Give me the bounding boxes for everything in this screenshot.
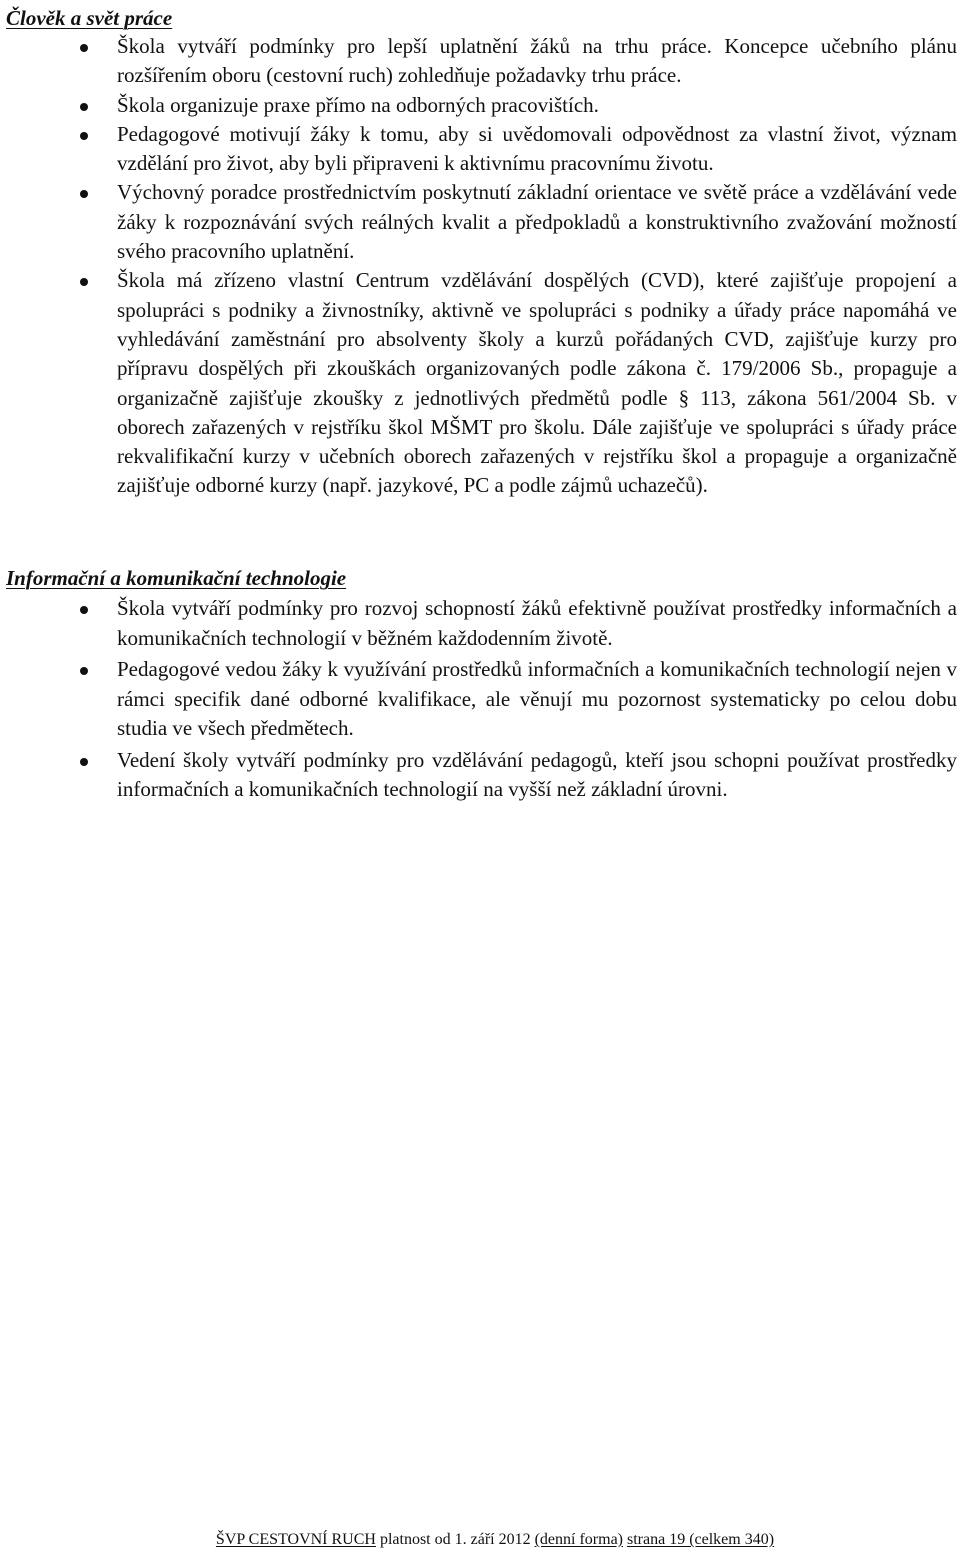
bullet-icon: [80, 278, 88, 286]
bullet-icon: [80, 103, 88, 111]
footer-program: ŠVP CESTOVNÍ RUCH: [215, 1531, 376, 1548]
bullet-icon: [80, 132, 88, 140]
section-heading: Člověk a svět práce: [6, 6, 173, 30]
list-item: [0, 120, 957, 179]
list-item: [0, 655, 957, 744]
bullet-icon: [80, 44, 88, 52]
list-item-text: Škola vytváří podmínky pro rozvoj schopností žáků efektivně používat prostředky informačních a komunikačních technologií v běžném každodenním životě.: [117, 596, 957, 650]
list-item: [0, 746, 957, 805]
list-item-text: Pedagogové motivují žáky k tomu, aby si uvědomovali odpovědnost za vlastní život, význam vzdělání pro život, aby byli připraveni k aktivnímu pracovnímu životu.: [117, 121, 957, 176]
footer-validity: platnost od 1. září 2012: [379, 1531, 531, 1548]
section-informacni-a-komunikacni-technologie: [0, 564, 960, 807]
bullet-icon: [80, 758, 88, 766]
list-item-text: Škola organizuje praxe přímo na odborných pracovištích.: [117, 92, 599, 117]
bullet-list: [0, 32, 960, 501]
bullet-icon: [80, 667, 88, 675]
list-item: [0, 178, 957, 266]
list-item: [0, 32, 957, 91]
list-item: [0, 266, 957, 500]
bullet-icon: [80, 606, 88, 614]
footer-form: (denní forma): [534, 1531, 623, 1548]
list-item-text: Pedagogové vedou žáky k využívání prostředků informačních a komunikačních technologií nejen v rámci specifik dané odborné kvalifikace, ale věnují mu pozornost systematicky po celou dobu studia ve všech předmětech.: [117, 657, 957, 740]
bullet-icon: [80, 190, 88, 198]
list-item-text: Vedení školy vytváří podmínky pro vzdělávání pedagogů, kteří jsou schopni používat prostředky informačních a komunikačních technologií na vyšší než základní úrovni.: [117, 747, 957, 801]
bullet-list: [0, 594, 960, 805]
page-footer: [0, 1529, 960, 1551]
list-item-text: Škola vytváří podmínky pro lepší uplatnění žáků na trhu práce. Koncepce učebního plánu rozšířením oboru (cestovní ruch) zohledňuje požadavky trhu práce.: [117, 34, 957, 88]
section-heading: Informační a komunikační technologie: [6, 566, 347, 590]
list-item-text: Škola má zřízeno vlastní Centrum vzdělávání dospělých (CVD), které zajišťuje propojení a spolupráci s podniky a živnostníky, aktivně ve spolupráci s podniky a úřady práce napomáhá ve vyhledávání zaměstnání pro absolventy školy a kurzů pořádaných CVD, zajišťuje kurzy pro přípravu dospělých při zkouškách organizovaných podle zákona č. 179/2006 Sb., propaguje a organizačně zajišťuje zkoušky z jednotlivých předmětů podle § 113, zákona 561/2004 Sb. v oborech zařazených v rejstříku škol MŠMT pro školu. Dále zajišťuje ve spolupráci s úřady práce rekvalifikační kurzy v učebních oborech zařazených v rejstříku škol a propaguje a organizačně zajišťuje odborné kurzy (např. jazykové, PC a podle zájmů uchazečů).: [117, 268, 957, 498]
list-item: [0, 594, 957, 653]
footer-page-number: strana 19 (celkem 340): [627, 1531, 775, 1548]
section-clovek-a-svet-prace: [0, 4, 960, 501]
list-item-text: Výchovný poradce prostřednictvím poskytnutí základní orientace ve světě práce a vzdělávání vede žáky k rozpoznávání svých reálných kvalit a předpokladů a konstruktivního zvažování možností svého pracovního uplatnění.: [117, 180, 957, 264]
list-item: [0, 91, 957, 120]
